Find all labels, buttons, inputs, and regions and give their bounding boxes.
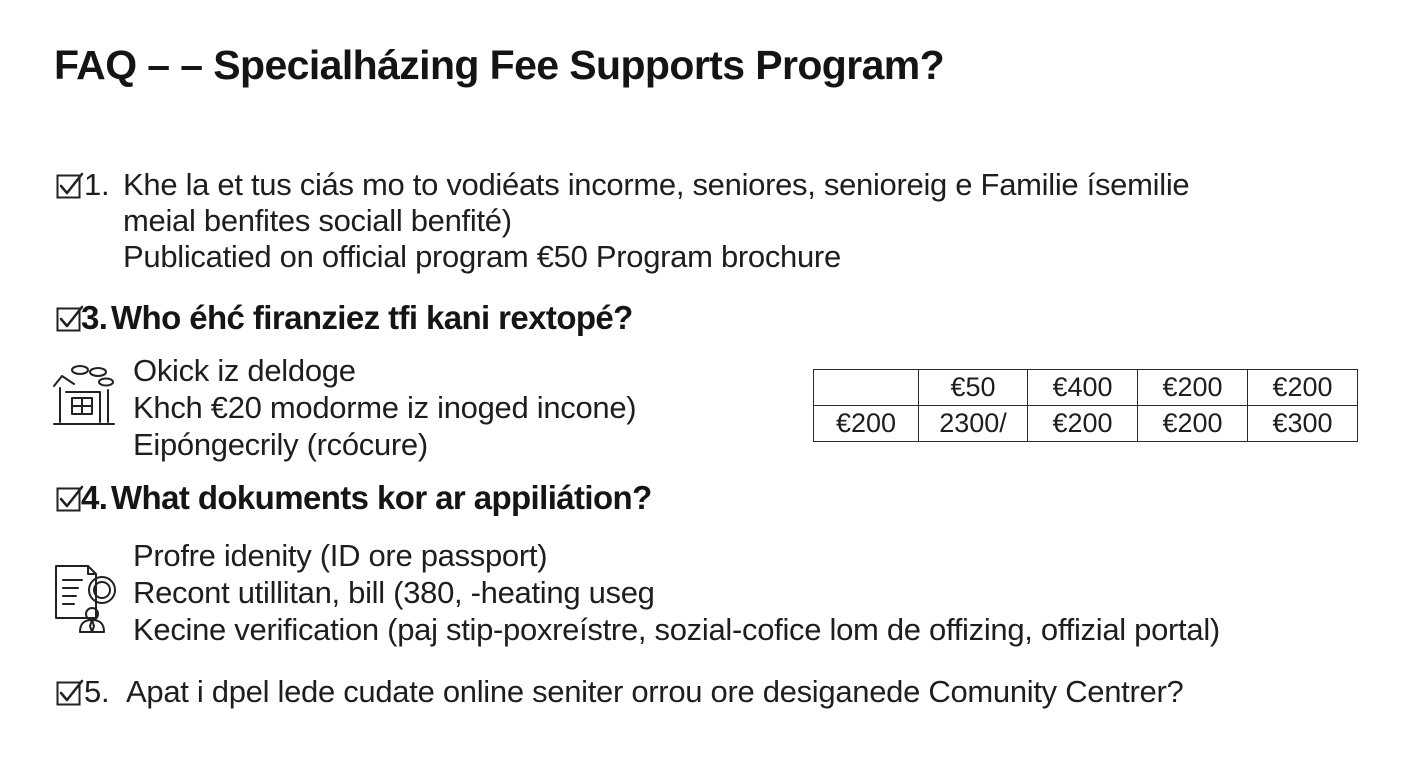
table-cell: €200 bbox=[1248, 370, 1358, 406]
answer-line: Khch €20 modorme iz inoged incone) bbox=[133, 390, 637, 425]
answer-line: meial benfites sociall benfité) bbox=[123, 203, 512, 238]
answer-line: Eipóngecrily (rcócure) bbox=[133, 427, 428, 462]
question-heading: What dokuments kor ar appiliátion? bbox=[111, 479, 652, 516]
answer-line: Khe la et tus ciás mo to vodiéats incorme, seniores, senioreig e Familie ísemilie bbox=[123, 167, 1190, 202]
house-coins-icon bbox=[52, 362, 116, 428]
table-cell: €200 bbox=[1138, 370, 1248, 406]
question-number: 1. bbox=[84, 167, 110, 202]
table-cell: €400 bbox=[1028, 370, 1138, 406]
checkbox-checked-icon[interactable] bbox=[56, 679, 84, 707]
table-cell: €200 bbox=[1138, 406, 1248, 442]
answer-line: Publicatied on official program €50 Program brochure bbox=[123, 239, 841, 274]
checkbox-checked-icon[interactable] bbox=[56, 485, 84, 513]
fee-table bbox=[813, 369, 1358, 442]
answer-line: Kecine verification (paj stip-poxreístre, sozial-cofice lom de offizing, offizial portal) bbox=[133, 612, 1220, 647]
table-cell: €300 bbox=[1248, 406, 1358, 442]
table-cell: €50 bbox=[919, 370, 1028, 406]
table-row bbox=[814, 406, 1358, 442]
answer-line: Recont utillitan, bill (380, -heating useg bbox=[133, 575, 655, 610]
question-text: Apat i dpel lede cudate online seniter orrou ore desiganede Comunity Centrer? bbox=[126, 674, 1184, 709]
table-row bbox=[814, 370, 1358, 406]
table-cell: €200 bbox=[1028, 406, 1138, 442]
answer-line: Profre idenity (ID ore passport) bbox=[133, 538, 548, 573]
question-number: 5. bbox=[84, 674, 110, 709]
table-cell: €200 bbox=[814, 406, 919, 442]
table-cell bbox=[814, 370, 919, 406]
document-user-icon bbox=[52, 562, 120, 634]
answer-line: Okick iz deldoge bbox=[133, 353, 356, 388]
table-cell: 2300/ bbox=[919, 406, 1028, 442]
question-heading: Who éhć firanziez tfi kani rextopé? bbox=[111, 299, 633, 336]
question-number: 3. bbox=[81, 299, 108, 336]
page-title: FAQ – – Specialházing Fee Supports Program? bbox=[54, 42, 945, 88]
question-number: 4. bbox=[81, 479, 108, 516]
checkbox-checked-icon[interactable] bbox=[56, 172, 84, 200]
checkbox-checked-icon[interactable] bbox=[56, 305, 84, 333]
